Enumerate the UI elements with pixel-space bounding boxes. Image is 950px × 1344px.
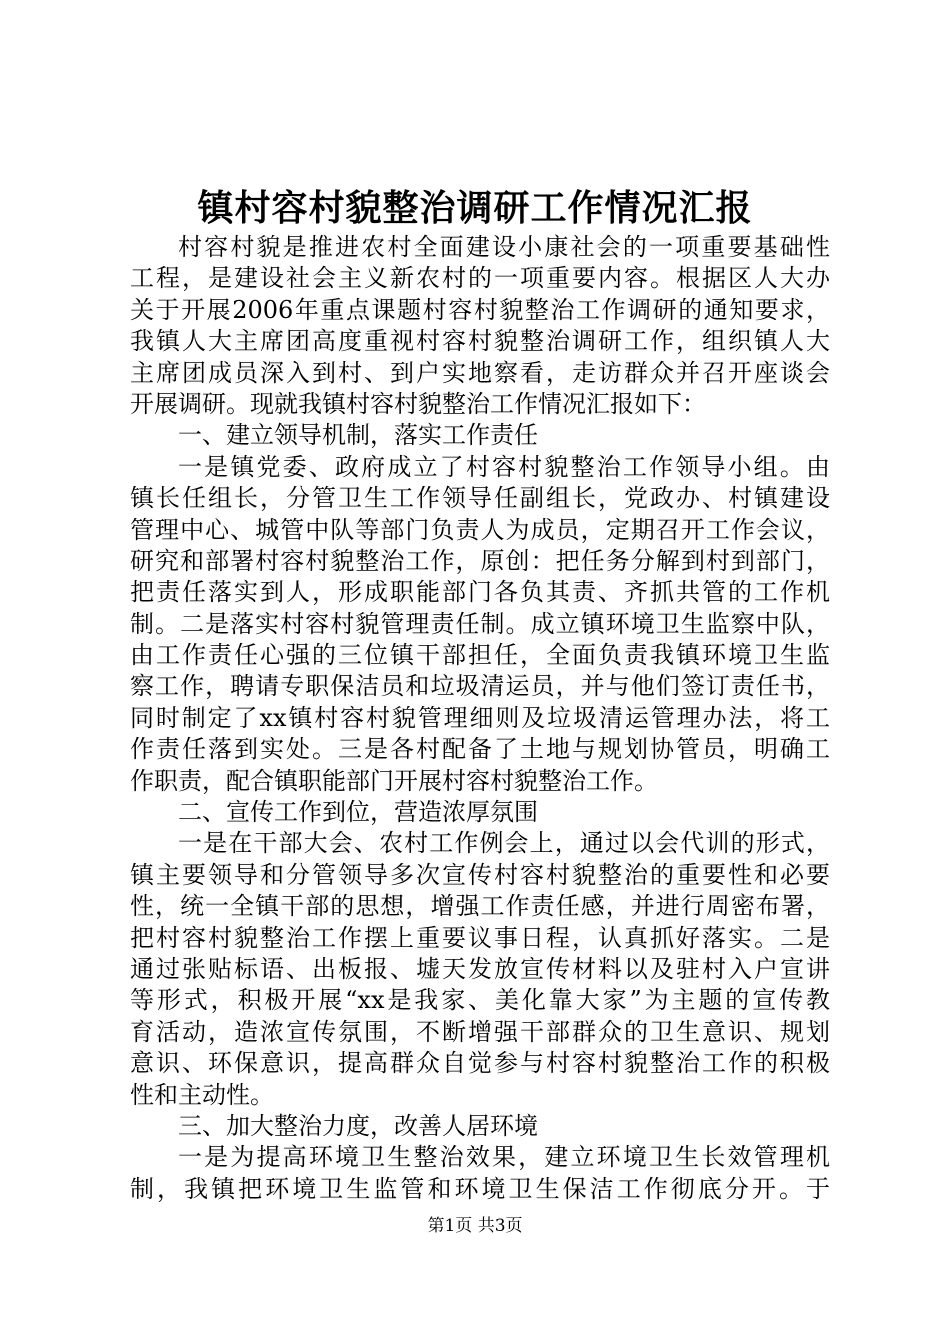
paragraph-line: 村容村貌是推进农村全面建设小康社会的一项重要基础性: [178, 233, 830, 261]
page-footer: 第1页 共3页: [427, 1216, 523, 1236]
paragraph-line: 察工作，聘请专职保洁员和垃圾清运员，并与他们签订责任书，: [130, 672, 830, 701]
paragraph-line: 工程，是建设社会主义新农村的一项重要内容。根据区人大办: [130, 264, 830, 293]
paragraph-line: 育活动，造浓宣传氛围，不断增强干部群众的卫生意识、规划: [130, 1017, 830, 1046]
paragraph-line: 镇主要领导和分管领导多次宣传村容村貌整治的重要性和必要: [130, 860, 830, 889]
paragraph-line: 通过张贴标语、出板报、墟天发放宣传材料以及驻村入户宣讲: [130, 954, 830, 983]
paragraph-line: 镇长任组长，分管卫生工作领导任副组长，党政办、村镇建设: [130, 484, 830, 513]
paragraph-line: 性和主动性。: [130, 1080, 274, 1109]
paragraph-line: 我镇人大主席团高度重视村容村貌整治调研工作，组织镇人大: [130, 327, 830, 356]
paragraph-line: 制，我镇把环境卫生监管和环境卫生保洁工作彻底分开。于: [130, 1174, 830, 1203]
paragraph-line: 意识、环保意识，提高群众自觉参与村容村貌整治工作的积极: [130, 1049, 830, 1078]
paragraph-line: 管理中心、城管中队等部门负责人为成员，定期召开工作会议，: [130, 515, 830, 544]
paragraph-line: 作责任落到实处。三是各村配备了土地与规划协管员，明确工: [130, 735, 830, 764]
paragraph-line: 制。二是落实村容村貌管理责任制。成立镇环境卫生监察中队，: [130, 609, 830, 638]
paragraph-line: 把村容村貌整治工作摆上重要议事日程，认真抓好落实。二是: [130, 923, 830, 952]
paragraph-line: 一是在干部大会、农村工作例会上，通过以会代训的形式，: [178, 829, 830, 858]
section-heading: 一、建立领导机制，落实工作责任: [178, 421, 538, 450]
document-body: [130, 232, 830, 1205]
paragraph-line: 开展调研。现就我镇村容村貌整治工作情况汇报如下：: [130, 389, 706, 418]
paragraph-line: 由工作责任心强的三位镇干部担任，全面负责我镇环境卫生监: [130, 641, 830, 670]
paragraph-line: 等形式，积极开展“xx是我家、美化靠大家”为主题的宣传教: [130, 986, 830, 1015]
paragraph-line: 主席团成员深入到村、到户实地察看，走访群众并召开座谈会: [130, 358, 830, 387]
paragraph-line: 一是为提高环境卫生整治效果，建立环境卫生长效管理机: [178, 1143, 830, 1172]
paragraph-line: 一是镇党委、政府成立了村容村貌整治工作领导小组。由: [178, 452, 830, 481]
document-title: 镇村容村貌整治调研工作情况汇报: [197, 187, 753, 229]
paragraph-line: 研究和部署村容村貌整治工作，原创：把任务分解到村到部门，: [130, 546, 830, 575]
paragraph-line: 把责任落实到人，形成职能部门各负其责、齐抓共管的工作机: [130, 578, 830, 607]
paragraph-line: 性，统一全镇干部的思想，增强工作责任感，并进行周密布署，: [130, 892, 830, 921]
section-heading: 三、加大整治力度，改善人居环境: [178, 1111, 538, 1140]
paragraph-line: 同时制定了xx镇村容村貌管理细则及垃圾清运管理办法，将工: [130, 703, 830, 732]
paragraph-line: 作职责，配合镇职能部门开展村容村貌整治工作。: [130, 766, 658, 795]
section-heading: 二、宣传工作到位，营造浓厚氛围: [178, 798, 538, 827]
paragraph-line: 关于开展2006年重点课题村容村貌整治工作调研的通知要求，: [130, 295, 830, 324]
